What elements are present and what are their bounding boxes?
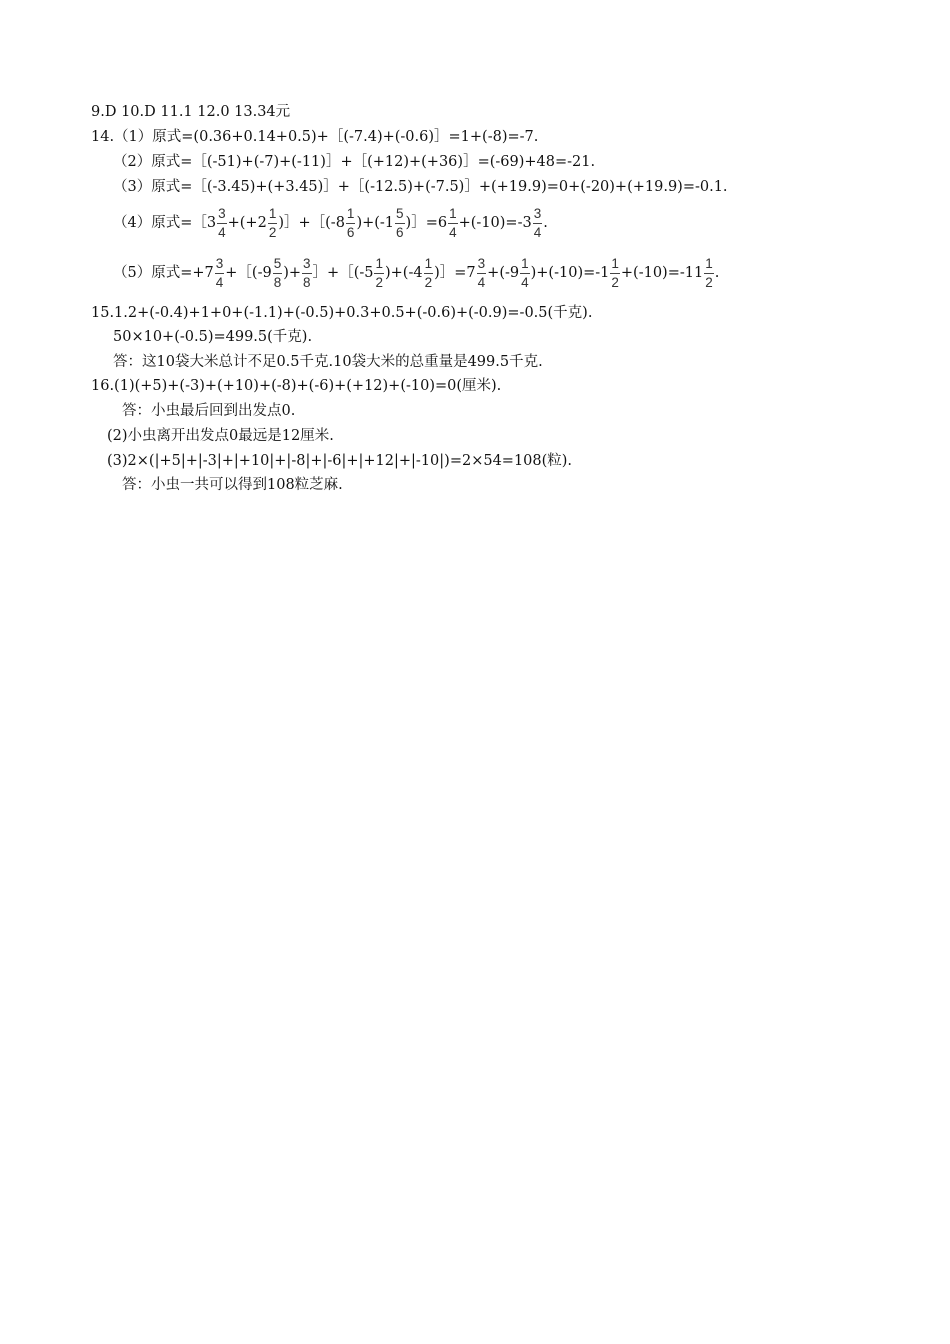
fraction: $\frac{1}{4}$ xyxy=(521,255,529,290)
answer-16-part-2: (2)小虫离开出发点0最远是12厘米. xyxy=(107,428,334,444)
fraction: $\frac{1}{2}$ xyxy=(268,205,277,240)
answer-14-part-3: （3）原式=［(-3.45)+(+3.45)］+［(-12.5)+(-7.5)］+(+19.9)=0+(-20)+(+19.9)=-0.1. xyxy=(113,179,728,195)
answer-14-part-5 xyxy=(113,249,719,297)
fraction: $\frac{3}{8}$ xyxy=(303,255,311,290)
expr-text: . xyxy=(543,215,548,231)
fraction: $\frac{1}{6}$ xyxy=(346,205,355,240)
expr-text: +(-10)=-3 xyxy=(458,215,532,231)
expr-text: )+(-1 xyxy=(356,215,395,231)
fraction: $\frac{1}{2}$ xyxy=(375,255,383,290)
expr-text: （5）原式=+7 xyxy=(113,265,214,281)
expr-text: )］=7 xyxy=(434,265,476,281)
fraction: $\frac{1}{4}$ xyxy=(449,205,457,240)
answer-14-part-4 xyxy=(113,199,548,247)
answer-14-part-2: （2）原式=［(-51)+(-7)+(-11)］+［(+12)+(+36)］=(-69)+48=-21. xyxy=(113,154,596,170)
expr-text: )］+［(-8 xyxy=(278,215,345,231)
fraction: $\frac{3}{4}$ xyxy=(218,205,226,240)
answer-16-part-3-conclusion: 答：小虫一共可以得到108粒芝麻. xyxy=(122,477,343,493)
answer-16-part-1-conclusion: 答：小虫最后回到出发点0. xyxy=(122,403,296,419)
fraction: $\frac{1}{2}$ xyxy=(611,255,619,290)
answer-15-conclusion: 答：这10袋大米总计不足0.5千克.10袋大米的总重量是499.5千克. xyxy=(113,354,543,370)
expr-text: ］+［(-5 xyxy=(312,265,374,281)
answer-16-part-1: 16.(1)(+5)+(-3)+(+10)+(-8)+(-6)+(+12)+(-10)=0(厘米). xyxy=(91,378,502,394)
expr-text: . xyxy=(714,265,720,281)
expr-text: )］=6 xyxy=(405,215,448,231)
answer-15-line-2: 50×10+(-0.5)=499.5(千克). xyxy=(113,329,313,345)
fraction: $\frac{1}{2}$ xyxy=(705,255,713,290)
answer-14-part-1: 14.（1）原式=(0.36+0.14+0.5)+［(-7.4)+(-0.6)］=1+(-8)=-7. xyxy=(91,129,539,145)
fraction: $\frac{3}{4}$ xyxy=(477,255,486,290)
answers-9-to-13: 9.D 10.D 11.1 12.0 13.34元 xyxy=(91,104,291,120)
expr-text: +［(-9 xyxy=(225,265,272,281)
fraction: $\frac{5}{6}$ xyxy=(396,205,404,240)
fraction: $\frac{3}{4}$ xyxy=(533,205,542,240)
expr-text: )+ xyxy=(283,265,302,281)
expr-text: )+(-10)=-1 xyxy=(530,265,610,281)
expr-text: （4）原式=［3 xyxy=(113,215,217,231)
answer-16-part-3: (3)2×(|+5|+|-3|+|+10|+|-8|+|-6|+|+12|+|-10|)=2×54=108(粒). xyxy=(107,453,573,469)
fraction: $\frac{1}{2}$ xyxy=(424,255,433,290)
fraction: $\frac{5}{8}$ xyxy=(273,255,282,290)
expr-text: )+(-4 xyxy=(385,265,423,281)
expr-text: +(+2 xyxy=(227,215,267,231)
answer-15-line-1: 15.1.2+(-0.4)+1+0+(-1.1)+(-0.5)+0.3+0.5+(-0.6)+(-0.9)=-0.5(千克). xyxy=(91,305,593,321)
expr-text: +(-9 xyxy=(487,265,520,281)
expr-text: +(-10)=-11 xyxy=(620,265,704,281)
fraction: $\frac{3}{4}$ xyxy=(215,255,224,290)
